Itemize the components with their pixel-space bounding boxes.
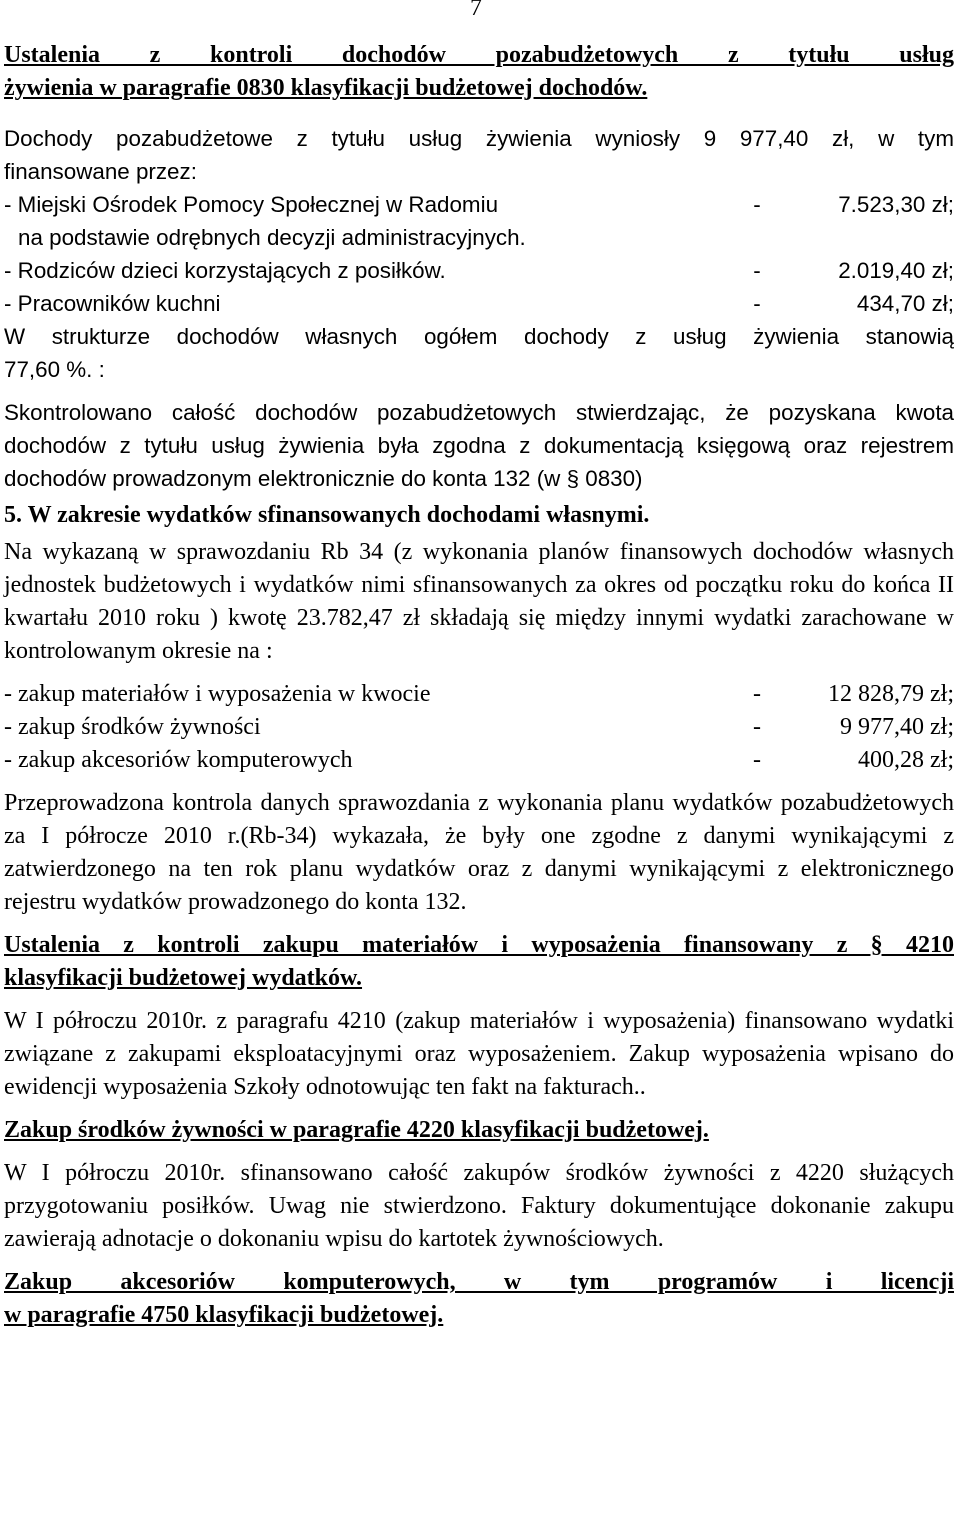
expense-item	[4, 711, 954, 744]
income-share-line1: W strukturze dochodów własnych ogółem dochody z usług żywienia stanowią	[4, 324, 954, 349]
income-intro-line1: Dochody pozabudżetowe z tytułu usług żywienia wyniosły 9 977,40 zł, w tym	[4, 126, 954, 151]
income-item-label: - Miejski Ośrodek Pomocy Społecznej w Radomiu	[4, 192, 499, 217]
section-heading-0830-line1: Ustalenia z kontroli dochodów pozabudżetowych z tytułu usług	[4, 42, 954, 68]
expense-item-amount: 400,28 zł;	[858, 747, 954, 773]
section-heading-0830-line2: żywienia w paragrafie 0830 klasyfikacji budżetowej dochodów.	[4, 75, 648, 101]
income-item	[4, 287, 954, 320]
section-4210-heading-line2: klasyfikacji budżetowej wydatków.	[4, 965, 363, 991]
section-5-heading: 5. W zakresie wydatków sfinansowanych dochodami własnymi.	[4, 502, 650, 528]
section-5-paragraph: Na wykazaną w sprawozdaniu Rb 34 (z wykonania planów finansowych dochodów własnych jednostek budżetowych i wydatków nimi sfinansowanych za okres od początku roku do końca II kwartału 2010 roku ) kwotę 23.782,47 zł składają się między innymi wydatki zarachowane w kontrolowanym okresie na :	[4, 539, 954, 664]
income-item-amount: 2.019,40 zł;	[838, 258, 954, 283]
income-item-dash: -	[753, 258, 761, 283]
income-item-amount: 434,70 zł;	[856, 291, 954, 316]
section-4220-paragraph: W I półroczu 2010r. sfinansowano całość zakupów środków żywności z 4220 służących przygotowaniu posiłków. Uwag nie stwierdzono. Faktury dokumentujące dokonanie zakupu zawierają adnotacje o dokonaniu wpisu do kartotek żywnościowych.	[4, 1160, 954, 1252]
income-item-amount: 7.523,30 zł;	[838, 192, 954, 217]
section-4210-heading-line1: Ustalenia z kontroli zakupu materiałów i wyposażenia finansowany z § 4210	[4, 932, 954, 958]
expense-item	[4, 678, 954, 711]
expense-item-dash: -	[753, 714, 761, 740]
expense-item-dash: -	[753, 747, 761, 773]
section-4220-heading: Zakup środków żywności w paragrafie 4220 klasyfikacji budżetowej.	[4, 1117, 709, 1143]
section-4750-heading-line2: w paragrafie 4750 klasyfikacji budżetowej.	[4, 1302, 444, 1328]
expense-item-label: - zakup akcesoriów komputerowych	[4, 747, 353, 773]
income-item-note: na podstawie odrębnych decyzji administracyjnych.	[18, 225, 526, 250]
section-4210-paragraph: W I półroczu 2010r. z paragrafu 4210 (zakup materiałów i wyposażenia) finansowano wydatki związane z zakupami eksploatacyjnymi oraz wyposażeniem. Zakup wyposażenia wpisano do ewidencji wyposażenia Szkoły odnotowując ten fakt na fakturach..	[4, 1008, 954, 1100]
expense-item-amount: 9 977,40 zł;	[840, 714, 954, 740]
income-item	[4, 254, 954, 287]
expense-item-amount: 12 828,79 zł;	[828, 681, 954, 707]
expense-item-label: - zakup materiałów i wyposażenia w kwocie	[4, 681, 431, 707]
income-item-label: - Rodziców dzieci korzystających z posiłków.	[4, 258, 446, 283]
expense-item-label: - zakup środków żywności	[4, 714, 261, 740]
income-share-line2: 77,60 %. :	[4, 357, 105, 382]
income-check-paragraph: Skontrolowano całość dochodów pozabudżetowych stwierdzając, że pozyskana kwota dochodów z tytułu usług żywienia była zgodna z dokumentacją księgową oraz rejestrem dochodów prowadzonym elektronicznie do konta 132 (w § 0830)	[4, 400, 954, 491]
income-item-label: - Pracowników kuchni	[4, 291, 221, 316]
income-summary	[4, 122, 954, 495]
income-item-dash: -	[753, 291, 761, 316]
control-paragraph: Przeprowadzona kontrola danych sprawozdania z wykonania planu wydatków pozabudżetowych za I półrocze 2010 r.(Rb-34) wykazała, że były one zgodne z danymi wynikającymi z zatwierdzonego na ten rok planu wydatków oraz z danymi wynikającymi z elektronicznego rejestru wydatków prowadzonego do konta 132.	[4, 790, 954, 915]
page-number: 7	[470, 0, 482, 21]
income-intro-line2: finansowane przez:	[4, 159, 197, 184]
expense-item	[4, 744, 954, 777]
expense-item-dash: -	[753, 681, 761, 707]
section-4750-heading-line1: Zakup akcesoriów komputerowych, w tym programów i licencji	[4, 1269, 954, 1295]
income-item	[4, 188, 954, 221]
income-item-dash: -	[753, 192, 761, 217]
